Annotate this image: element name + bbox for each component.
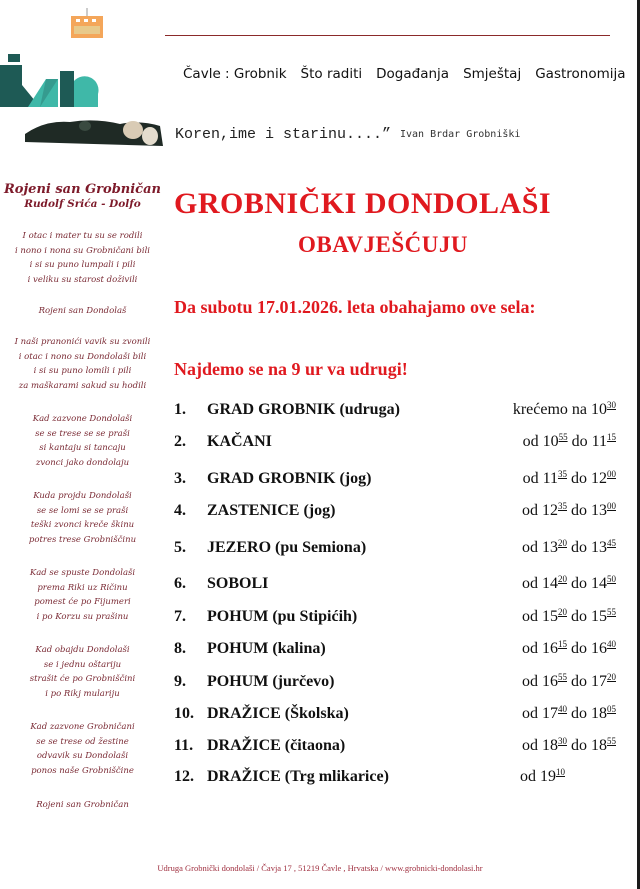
poem-stanza	[0, 566, 165, 624]
time-from-minute: 20	[558, 538, 567, 548]
poem-line: i otac i nono su Dondolaši bili	[18, 351, 147, 362]
stop-number: 5.	[174, 539, 186, 556]
time-prefix: od	[522, 608, 542, 625]
nav-item-dogadanja[interactable]: Događanja	[376, 66, 450, 82]
nav-item-sto-raditi[interactable]: Što raditi	[300, 66, 363, 82]
time-to-hour: 13	[591, 502, 607, 519]
time-prefix: od	[522, 737, 542, 754]
time-separator: do	[567, 539, 591, 556]
time-from-minute: 10	[556, 767, 565, 777]
time-separator: do	[567, 502, 591, 519]
time-to-hour: 18	[591, 705, 607, 722]
stop-time	[522, 737, 616, 755]
poem-line: strašit će po Grobniščini	[29, 674, 136, 684]
poem-line: Kad zazvone Grobničani	[30, 722, 135, 732]
time-to-minute: 50	[607, 574, 616, 584]
stop-number: 2.	[174, 433, 186, 450]
time-to-hour: 13	[591, 539, 607, 556]
time-separator: do	[567, 737, 591, 754]
time-from-minute: 30	[558, 736, 567, 746]
time-prefix: krećemo na	[512, 401, 591, 418]
time-from-minute: 55	[558, 672, 567, 682]
poem-line: i nono i nona su Grobničani bili	[14, 245, 151, 256]
poem-line: I otac i mater tu su se rodili	[22, 231, 143, 241]
notice-subtitle: OBAVJEŠĆUJU	[298, 232, 468, 257]
poem-line: i po Korzu su prašinu	[36, 611, 129, 622]
poem-line: ponos naše Grobniščine	[31, 765, 134, 776]
poem-line: Kad obajdu Dondolaši	[35, 645, 130, 655]
time-to-minute: 05	[607, 704, 616, 714]
quote-author: Ivan Brdar Grobniški	[400, 129, 521, 140]
dondolasi-group-photo	[25, 114, 165, 146]
poem-line: i si su puno lomili i pili	[33, 366, 132, 376]
time-from-minute: 55	[558, 432, 568, 442]
time-separator: do	[567, 470, 591, 487]
poem-stanza	[0, 229, 165, 287]
stop-number: 3.	[174, 470, 186, 487]
poem-line: se i jednu oštariju	[43, 659, 122, 670]
schedule-row	[174, 640, 616, 662]
time-from-hour: 16	[542, 673, 558, 690]
schedule-row	[174, 705, 616, 727]
flyer-footer: Udruga Grobnički dondolaši / Čavja 17 , 51219 Čavle , Hrvatska / www.grobnicki-dondolasi.hr	[157, 863, 483, 873]
stop-time	[522, 705, 616, 723]
stop-place: GRAD GROBNIK (jog)	[207, 470, 372, 487]
stop-place: GRAD GROBNIK (udruga)	[207, 401, 400, 418]
time-from-minute: 20	[558, 607, 567, 617]
time-to-hour: 12	[591, 470, 607, 487]
poem-line: i si su puno lumpali i pili	[29, 260, 136, 270]
stop-time	[522, 673, 616, 691]
time-to-hour: 15	[591, 608, 607, 625]
schedule-row	[174, 433, 616, 455]
stop-number: 7.	[174, 608, 186, 625]
poem-line: teški zvonci kreče škinu	[30, 520, 135, 530]
schedule-row	[174, 502, 616, 524]
poem-line: Kad zazvone Dondolaši	[32, 414, 133, 424]
time-from-hour: 16	[542, 640, 558, 657]
time-from-minute: 35	[558, 501, 567, 511]
poem-stanza	[0, 412, 165, 470]
time-to-hour: 18	[591, 737, 607, 754]
schedule-row	[174, 608, 616, 630]
poem-line: se se trese od žestine	[36, 736, 129, 747]
time-prefix: od	[522, 433, 543, 450]
time-from-hour: 12	[542, 502, 558, 519]
time-from-hour: 13	[542, 539, 558, 556]
time-from-minute: 30	[607, 400, 616, 410]
poem-line: i veliku su starost doživili	[27, 274, 138, 285]
poem-line: I naši pranonići vavik su zvonili	[14, 337, 151, 347]
time-from-hour: 14	[542, 575, 558, 592]
schedule-row	[174, 673, 616, 695]
time-prefix: od	[522, 470, 543, 487]
time-to-hour: 16	[591, 640, 607, 657]
time-to-hour: 17	[591, 673, 607, 690]
time-prefix: od	[520, 768, 540, 785]
poem-line: Rojeni san Dondolaš	[38, 306, 127, 316]
time-to-minute: 55	[607, 607, 616, 617]
nav-item-gastronomija[interactable]: Gastronomija	[535, 66, 626, 82]
time-from-minute: 40	[558, 704, 567, 714]
main-nav	[183, 66, 626, 82]
stop-time	[520, 768, 565, 786]
stop-number: 1.	[174, 401, 186, 418]
cavle-logo[interactable]	[0, 49, 100, 107]
time-prefix: od	[522, 575, 542, 592]
stop-place: POHUM (kalina)	[207, 640, 326, 657]
schedule-row	[174, 768, 616, 790]
time-prefix: od	[522, 539, 542, 556]
stop-time	[522, 502, 616, 520]
poem-line: za maškarami sakud su hodili	[18, 380, 147, 391]
stop-time	[522, 575, 616, 593]
stop-number: 11.	[174, 737, 194, 754]
time-separator: do	[567, 608, 591, 625]
poem-stanza	[0, 335, 165, 393]
stop-place: DRAŽICE (Trg mlikarice)	[207, 768, 389, 785]
stop-number: 8.	[174, 640, 186, 657]
poem-column	[0, 182, 165, 810]
time-to-minute: 45	[607, 538, 616, 548]
time-to-minute: 55	[607, 736, 616, 746]
time-to-minute: 00	[607, 469, 616, 479]
time-separator: do	[567, 575, 591, 592]
poem-line: se se lomi se se praši	[36, 505, 129, 516]
stop-time	[513, 401, 616, 419]
stop-place: ZASTENICE (jog)	[207, 502, 336, 519]
poem-closing: Rojeni san Grobničan	[36, 800, 129, 810]
time-from-hour: 15	[542, 608, 558, 625]
stop-number: 4.	[174, 502, 186, 519]
schedule-row	[174, 539, 616, 561]
time-separator: do	[567, 640, 591, 657]
schedule-row	[174, 470, 616, 492]
stop-number: 9.	[174, 673, 186, 690]
time-from-minute: 20	[558, 574, 567, 584]
time-from-minute: 15	[558, 639, 567, 649]
stop-place: JEZERO (pu Semiona)	[207, 539, 367, 556]
stop-time	[523, 470, 616, 488]
time-separator: do	[567, 673, 591, 690]
nav-item-smjestaj[interactable]: Smještaj	[463, 66, 522, 82]
time-to-minute: 20	[607, 672, 616, 682]
schedule-row	[174, 575, 616, 597]
time-from-minute: 35	[558, 469, 567, 479]
poem-line: Kad se spuste Dondolaši	[29, 568, 136, 578]
stop-time	[522, 539, 616, 557]
schedule-row	[174, 737, 616, 759]
poem-line: potres trese Grobniščinu	[28, 534, 137, 545]
stop-place: DRAŽICE (čitaona)	[207, 737, 346, 754]
stop-place: POHUM (pu Stipićih)	[207, 608, 358, 625]
time-separator: do	[567, 705, 591, 722]
poem-line: prema Riki uz Ričinu	[37, 582, 128, 593]
time-to-minute: 00	[607, 501, 616, 511]
time-from-hour: 10	[591, 401, 607, 418]
poem-line: pomest će po Fijumeri	[34, 597, 131, 607]
time-separator: do	[567, 433, 592, 450]
time-prefix: od	[522, 705, 542, 722]
poem-author: Rudolf Srića - Dolfo	[24, 198, 141, 210]
time-prefix: od	[522, 640, 542, 657]
stop-place: POHUM (jurčevo)	[207, 673, 335, 690]
poem-line: i po Rikj mulariju	[45, 688, 120, 699]
nav-item-cavle-grobnik[interactable]: Čavle : Grobnik	[183, 66, 287, 82]
stop-time	[522, 608, 616, 626]
poem-line: si kantaju si tancaju	[39, 443, 126, 453]
notice-meet-line: Najdemo se na 9 ur va udrugi!	[174, 359, 408, 379]
site-navbar	[0, 44, 637, 114]
time-prefix: od	[522, 673, 542, 690]
time-from-hour: 17	[542, 705, 558, 722]
time-to-hour: 11	[591, 433, 607, 450]
poem-line: se se trese se se praši	[35, 428, 130, 439]
notice-title: GROBNIČKI DONDOLAŠI	[174, 187, 552, 220]
stop-place: SOBOLI	[207, 575, 269, 592]
time-prefix: od	[522, 502, 542, 519]
poem-line: odvavik su Dondolaši	[36, 751, 129, 761]
poem-refrain	[0, 306, 165, 316]
time-from-hour: 19	[540, 768, 556, 785]
time-from-hour: 10	[542, 433, 559, 450]
stop-number: 10.	[174, 705, 194, 722]
stop-number: 12.	[174, 768, 194, 785]
poem-stanza	[0, 643, 165, 701]
poem-line: zvonci jako dondolaju	[35, 457, 130, 468]
stop-time	[523, 433, 616, 451]
time-to-minute: 40	[607, 639, 616, 649]
notice-date-line: Da subotu 17.01.2026. leta obahajamo ove sela:	[174, 297, 536, 317]
quote-text: Koren,ime i starinu....”	[175, 126, 392, 143]
poem-stanza	[0, 489, 165, 547]
schedule-row	[174, 401, 616, 423]
crest-icon	[68, 8, 106, 38]
stop-place: KAČANI	[207, 433, 272, 450]
flyer-top-strip	[0, 0, 637, 44]
stop-place: DRAŽICE (Školska)	[207, 705, 349, 722]
poem-stanzas	[0, 229, 165, 810]
poem-line: Kuda projdu Dondolaši	[33, 491, 132, 501]
poem-title: Rojeni san Grobničan	[4, 182, 161, 197]
time-from-hour: 18	[542, 737, 558, 754]
time-from-hour: 11	[542, 470, 558, 487]
time-to-hour: 14	[591, 575, 607, 592]
stop-number: 6.	[174, 575, 186, 592]
time-to-minute: 15	[607, 432, 616, 442]
poem-stanza	[0, 720, 165, 778]
stop-time	[522, 640, 616, 658]
divider-line	[165, 35, 610, 36]
